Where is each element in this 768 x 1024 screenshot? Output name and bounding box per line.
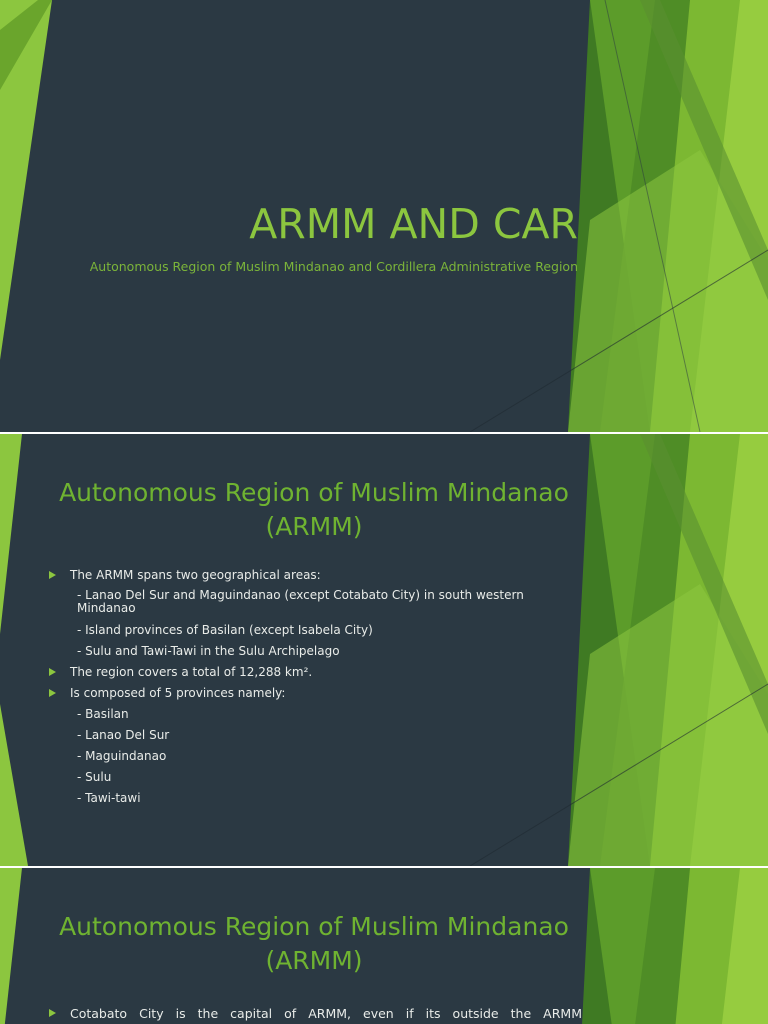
slide-title-line1: Autonomous Region of Muslim Mindanao — [59, 912, 569, 941]
bullet-arrow-icon — [49, 668, 56, 676]
presentation-subtitle: Autonomous Region of Muslim Mindanao and Cordillera Administrative Region — [89, 259, 578, 274]
bullet-item: The region covers a total of 12,288 km². — [47, 665, 577, 686]
bullet-item: Is composed of 5 provinces namely: — [47, 686, 577, 707]
slide-title-line2: (ARMM) — [265, 946, 363, 975]
sub-bullet-item: - Sulu — [77, 770, 112, 784]
presentation-title: ARMM AND CAR — [249, 200, 578, 248]
slide-title — [40, 910, 588, 978]
bullet-item: Cotabato City is the capital of ARMM, even if its outside the ARMM — [47, 1006, 582, 1021]
sub-bullet-item: - Lanao Del Sur and Maguindanao (except Cotabato City) in south western Mindanao — [77, 588, 524, 615]
armm-overview-slide — [0, 434, 768, 866]
sub-bullet-item: - Island provinces of Basilan (except Isabela City) — [77, 623, 373, 637]
bullet-arrow-icon — [49, 689, 56, 697]
sub-bullet-item: - Tawi-tawi — [77, 791, 141, 805]
bullet-list — [47, 568, 577, 812]
bullet-list — [47, 1006, 582, 1021]
slide-title — [40, 476, 588, 544]
bullet-arrow-icon — [49, 571, 56, 579]
slide-title-line2: (ARMM) — [265, 512, 363, 541]
bullet-item: The ARMM spans two geographical areas: — [47, 568, 577, 589]
sub-bullet-item: - Maguindanao — [77, 749, 167, 763]
sub-bullet-item: - Basilan — [77, 707, 129, 721]
sub-bullet-item: - Sulu and Tawi-Tawi in the Sulu Archipelago — [77, 644, 340, 658]
armm-capital-slide — [0, 868, 768, 1024]
bullet-arrow-icon — [49, 1009, 56, 1017]
title-slide — [0, 0, 768, 432]
slide-title-line1: Autonomous Region of Muslim Mindanao — [59, 478, 569, 507]
sub-bullet-item: - Lanao Del Sur — [77, 728, 170, 742]
